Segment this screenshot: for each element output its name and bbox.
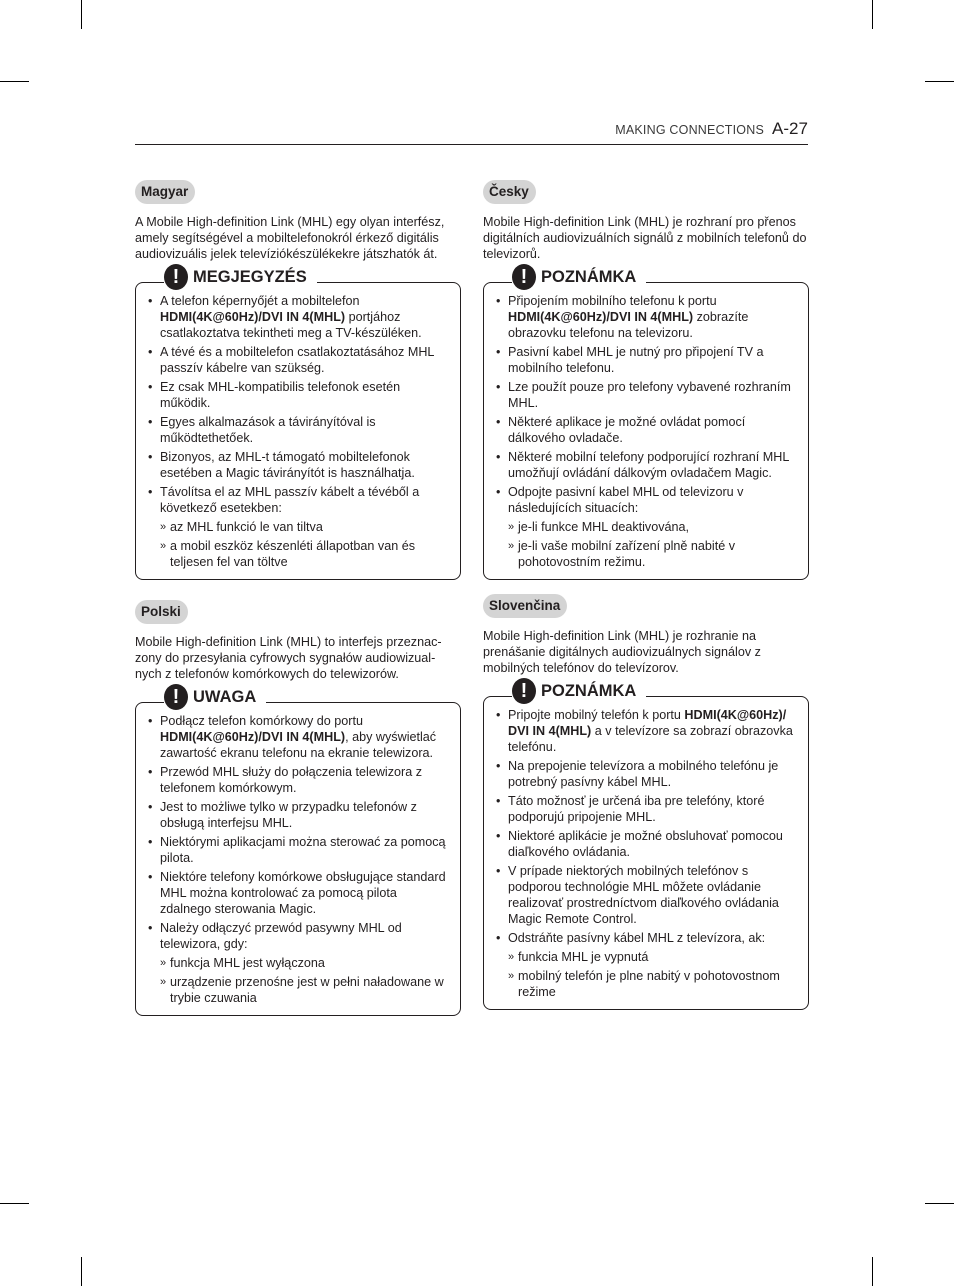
list-item xyxy=(148,713,446,761)
item-text: Pasivní kabel MHL je nutný pro připojení TV a mobilního telefonu. xyxy=(508,345,764,375)
section-cesky xyxy=(483,180,809,580)
item-text: zobrazíte obrazovku telefonu na televizoru. xyxy=(508,310,749,340)
exclamation-icon: ! xyxy=(512,678,536,704)
note-title: UWAGA xyxy=(193,687,257,706)
list-item xyxy=(496,379,794,411)
list-item xyxy=(148,920,446,1006)
sub-list-item: » je-li funkce MHL deaktivována, xyxy=(508,519,794,535)
item-text: V prípade niektorých mobilných telefónov s podporou technológie MHL môžete ovládanie realizovať prostredníctvom diaľkového ovládania Magic Remote Control. xyxy=(508,864,779,926)
header-rule xyxy=(135,144,808,145)
item-text: A telefon képernyőjét a mobiltelefon xyxy=(160,294,360,308)
intro-text: Mobile High-definition Link (MHL) je rozhraní pro přenos digitálních audiovizuálních signálů z mobilních telefonů do televizorů. xyxy=(483,215,807,261)
note-box xyxy=(135,266,461,580)
column-right xyxy=(483,180,809,1010)
intro-text: Mobile High-definition Link (MHL) to interfejs przeznac-zony do przesyłania cyfrowych sygnałów audiowizual-nych z telefonów komórkowych do telewizorów. xyxy=(135,635,442,681)
sub-list-item: » urządzenie przenośne jest w pełni naładowane w trybie czuwania xyxy=(160,974,446,1006)
item-text: Táto možnosť je určená iba pre telefóny, ktoré podporujú pripojenie MHL. xyxy=(508,794,765,824)
note-list xyxy=(148,713,446,1006)
list-item xyxy=(148,293,446,341)
exclamation-icon: ! xyxy=(164,264,188,290)
sub-list-item: » az MHL funkció le van tiltva xyxy=(160,519,446,535)
list-item xyxy=(496,930,794,1000)
crop-mark xyxy=(81,1257,82,1286)
item-text: Odpojte pasivní kabel MHL od televizoru v následujících situacích: xyxy=(508,485,744,515)
item-text: Jest to możliwe tylko w przypadku telefonów z obsługą interfejsu MHL. xyxy=(160,800,417,830)
note-title: POZNÁMKA xyxy=(541,267,637,286)
note-box xyxy=(483,266,809,580)
sub-list xyxy=(160,519,446,570)
sub-list xyxy=(508,949,794,1000)
exclamation-icon: ! xyxy=(512,264,536,290)
item-text: Lze použít pouze pro telefony vybavené rozhraním MHL. xyxy=(508,380,791,410)
item-text: Připojením mobilního telefonu k portu xyxy=(508,294,717,308)
list-item xyxy=(496,828,794,860)
item-text: Odstráňte pasívny kábel MHL z televízora, ak: xyxy=(508,931,766,945)
note-title: MEGJEGYZÉS xyxy=(193,267,307,286)
list-item xyxy=(148,484,446,570)
note-header xyxy=(512,678,646,704)
language-label: Česky xyxy=(483,180,536,204)
note-header xyxy=(164,684,266,710)
crop-mark xyxy=(0,1203,29,1204)
port-name: HDMI(4K@60Hz)/ DVI IN 4(MHL) xyxy=(508,708,787,738)
note-title: POZNÁMKA xyxy=(541,681,637,700)
item-text: Na prepojenie televízora a mobilného telefónu je potrebný pasívny kábel MHL. xyxy=(508,759,779,789)
crop-mark xyxy=(925,1203,954,1204)
item-text: a v televízore sa zobrazí obrazovka telefónu. xyxy=(508,724,793,754)
port-name: HDMI(4K@60Hz)/DVI IN 4(MHL) xyxy=(160,730,346,744)
list-item xyxy=(148,449,446,481)
language-label: Polski xyxy=(135,600,188,624)
item-text: Távolítsa el az MHL passzív kábelt a tévéből a következő esetekben: xyxy=(160,485,420,515)
note-header xyxy=(512,264,646,290)
note-box xyxy=(483,680,809,1010)
sub-list-item: » funkcia MHL je vypnutá xyxy=(508,949,794,965)
item-text: portjához csatlakoztatva tekintheti meg a TV-készüléken. xyxy=(160,310,422,340)
list-item xyxy=(148,869,446,917)
list-item xyxy=(148,799,446,831)
column-left xyxy=(135,180,461,1016)
crop-mark xyxy=(0,81,29,82)
crop-mark xyxy=(872,1257,873,1286)
list-item xyxy=(148,834,446,866)
list-item xyxy=(148,764,446,796)
port-name: HDMI(4K@60Hz)/DVI IN 4(MHL) xyxy=(508,310,694,324)
exclamation-icon: ! xyxy=(164,684,188,710)
list-item xyxy=(148,414,446,446)
item-text: , aby wyświetlać zawartość ekranu telefonu na ekranie telewizora. xyxy=(160,730,437,760)
list-item xyxy=(496,414,794,446)
sub-list xyxy=(508,519,794,570)
list-item xyxy=(496,793,794,825)
item-text: A tévé és a mobiltelefon csatlakoztatásához MHL passzív kábelre van szükség. xyxy=(160,345,434,375)
sub-list xyxy=(160,955,446,1006)
section-slovencina xyxy=(483,594,809,1010)
intro-text: A Mobile High-definition Link (MHL) egy olyan interfész, amely segítségével a mobiltelefonokról érkező digitális audiovizuális jelek televíziókészülékekre játszhatók át. xyxy=(135,215,445,261)
item-text: Ez csak MHL-kompatibilis telefonok esetén működik. xyxy=(160,380,401,410)
list-item xyxy=(496,344,794,376)
list-item xyxy=(148,344,446,376)
item-text: Některé mobilní telefony podporující rozhraní MHL umožňují ovládání dálkovým ovladačem Magic. xyxy=(508,450,789,480)
section-magyar xyxy=(135,180,461,580)
item-text: Podłącz telefon komórkowy do portu xyxy=(160,714,364,728)
note-list xyxy=(148,293,446,570)
item-text: Bizonyos, az MHL-t támogató mobiltelefonok esetében a Magic távirányítót is használhatja. xyxy=(160,450,415,480)
sub-list-item: » mobilný telefón je plne nabitý v pohotovostnom režime xyxy=(508,968,794,1000)
item-text: Należy odłączyć przewód pasywny MHL od telewizora, gdy: xyxy=(160,921,402,951)
crop-mark xyxy=(925,81,954,82)
crop-mark xyxy=(872,0,873,29)
page-number: A-27 xyxy=(772,119,808,138)
list-item xyxy=(496,449,794,481)
list-item xyxy=(496,484,794,570)
item-text: Pripojte mobilný telefón k portu xyxy=(508,708,685,722)
item-text: Niektóre telefony komórkowe obsługujące standard MHL można kontrolować za pomocą pilota zdalnego sterowania Magic. xyxy=(160,870,446,916)
list-item xyxy=(496,293,794,341)
item-text: Niektoré aplikácie je možné obsluhovať pomocou diaľkového ovládania. xyxy=(508,829,783,859)
list-item xyxy=(148,379,446,411)
note-list xyxy=(496,707,794,1000)
list-item xyxy=(496,758,794,790)
note-list xyxy=(496,293,794,570)
crop-mark xyxy=(81,0,82,29)
list-item xyxy=(496,707,794,755)
item-text: Některé aplikace je možné ovládat pomocí dálkového ovladače. xyxy=(508,415,746,445)
sub-list-item: » funkcja MHL jest wyłączona xyxy=(160,955,446,971)
note-header xyxy=(164,264,317,290)
language-label: Magyar xyxy=(135,180,195,204)
section-title: MAKING CONNECTIONS xyxy=(615,123,764,137)
sub-list-item: » a mobil eszköz készenléti állapotban van és teljesen fel van töltve xyxy=(160,538,446,570)
list-item xyxy=(496,863,794,927)
item-text: Przewód MHL służy do połączenia telewizora z telefonem komórkowym. xyxy=(160,765,423,795)
item-text: Niektórymi aplikacjami można sterować za pomocą pilota. xyxy=(160,835,446,865)
port-name: HDMI(4K@60Hz)/DVI IN 4(MHL) xyxy=(160,310,346,324)
language-label: Slovenčina xyxy=(483,594,567,618)
sub-list-item: » je-li vaše mobilní zařízení plně nabité v pohotovostním režimu. xyxy=(508,538,794,570)
section-polski xyxy=(135,600,461,1016)
note-box xyxy=(135,686,461,1016)
item-text: Egyes alkalmazások a távirányítóval is működtethetőek. xyxy=(160,415,376,445)
intro-text: Mobile High-definition Link (MHL) je rozhranie na prenášanie digitálnych audiovizuálnych signálov z mobilných telefónov do televízorov. xyxy=(483,629,761,675)
